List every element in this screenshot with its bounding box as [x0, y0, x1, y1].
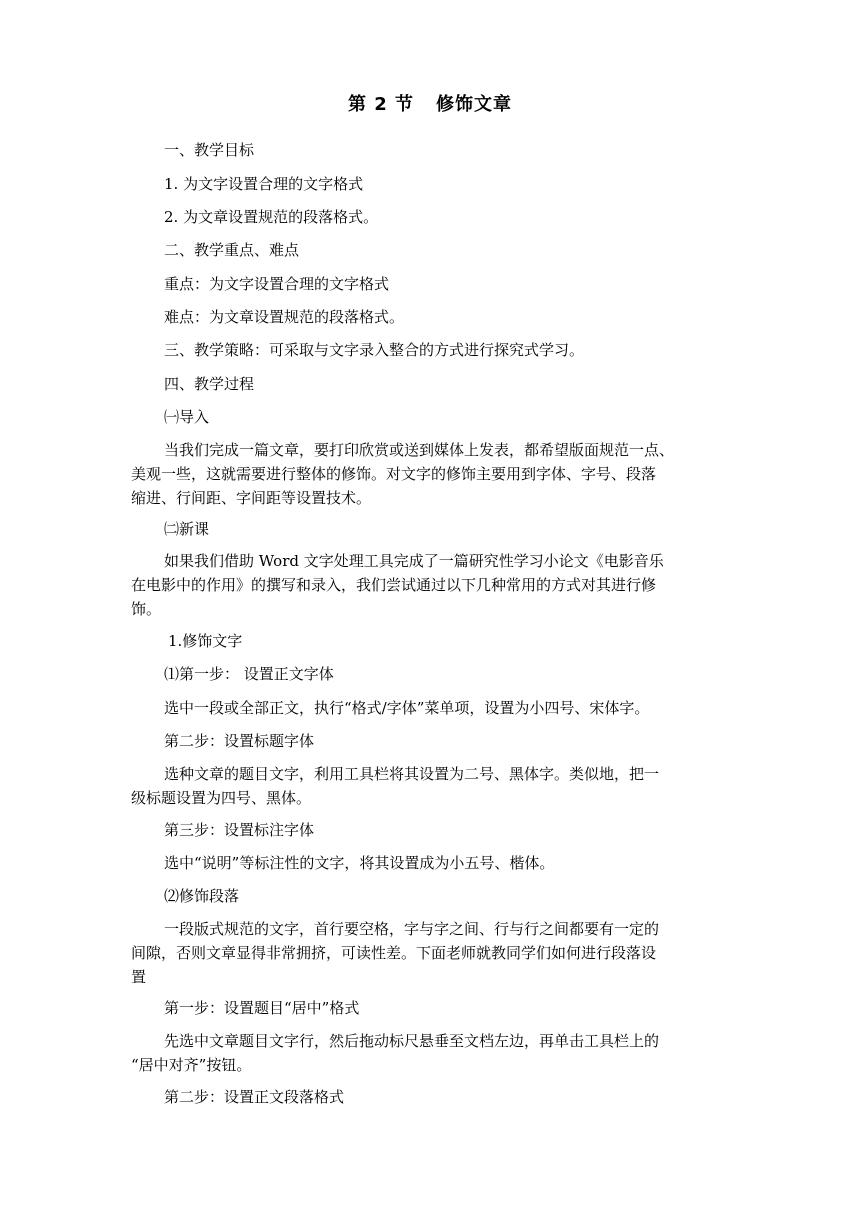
heading-objectives: 一、教学目标 [164, 141, 255, 159]
difficult-point: 难点：为文章设置规范的段落格式。 [164, 308, 405, 326]
heading-key-points: 二、教学重点、难点 [164, 241, 300, 259]
step-heading: 第一步：设置题目“居中”格式 [164, 999, 360, 1017]
step-text: 选中一段或全部正文，执行“格式/字体”菜单项，设置为小四号、宋体字。 [164, 699, 650, 717]
paragraph-line: 在电影中的作用》的撰写和录入，我们尝试通过以下几种常用的方式对其进行修 [131, 576, 657, 594]
paragraph-line: 当我们完成一篇文章，要打印欣赏或送到媒体上发表，都希望版面规范一点、 [164, 441, 675, 459]
key-point: 重点：为文字设置合理的文字格式 [164, 275, 390, 293]
paragraph-line: 置 [131, 968, 147, 986]
paragraph-line: 美观一些，这就需要进行整体的修饰。对文字的修饰主要用到字体、字号、段落 [131, 465, 657, 483]
paragraph-line: 饰。 [131, 600, 162, 618]
heading-process: 四、教学过程 [164, 375, 255, 393]
paragraph-line: 选种文章的题目文字，利用工具栏将其设置为二号、黑体字。类似地，把一 [164, 765, 660, 783]
paragraph-line: 先选中文章题目文字行，然后拖动标尺悬垂至文档左边，再单击工具栏上的 [164, 1032, 660, 1050]
step-heading: 第二步：设置正文段落格式 [164, 1088, 345, 1106]
objective-2: 2. 为文章设置规范的段落格式。 [164, 208, 379, 226]
paragraph-line: 级标题设置为四号、黑体。 [131, 789, 312, 807]
paragraph-line: 缩进、行间距、字间距等设置技术。 [131, 489, 372, 507]
step-heading: ⑴第一步： 设置正文字体 [164, 665, 334, 683]
title-section-number: 第 2 节 [347, 94, 415, 115]
paragraph-line: 一段版式规范的文字，首行要空格，字与字之间、行与行之间都要有一定的 [164, 920, 660, 938]
section-decorate-paragraph: ⑵修饰段落 [164, 887, 240, 905]
paragraph-line: 如果我们借助 Word 文字处理工具完成了一篇研究性学习小论文《电影音乐 [164, 552, 664, 570]
step-heading: 第三步：设置标注字体 [164, 821, 315, 839]
paragraph-line: 间隙，否则文章显得非常拥挤，可读性差。下面老师就教同学们如何进行段落设 [131, 944, 657, 962]
paragraph-line: “居中对齐”按钮。 [131, 1056, 252, 1074]
subheading-intro: ㈠导入 [164, 408, 210, 426]
section-decorate-text: 1.修饰文字 [168, 632, 243, 650]
title-section-name: 修饰文章 [436, 94, 513, 115]
objective-1: 1. 为文字设置合理的文字格式 [164, 175, 364, 193]
step-heading: 第二步：设置标题字体 [164, 732, 315, 750]
page-title [0, 90, 860, 116]
step-text: 选中“说明”等标注性的文字，将其设置成为小五号、楷体。 [164, 854, 555, 872]
heading-strategy: 三、教学策略：可采取与文字录入整合的方式进行探究式学习。 [164, 341, 585, 359]
subheading-new-lesson: ㈡新课 [164, 520, 210, 538]
